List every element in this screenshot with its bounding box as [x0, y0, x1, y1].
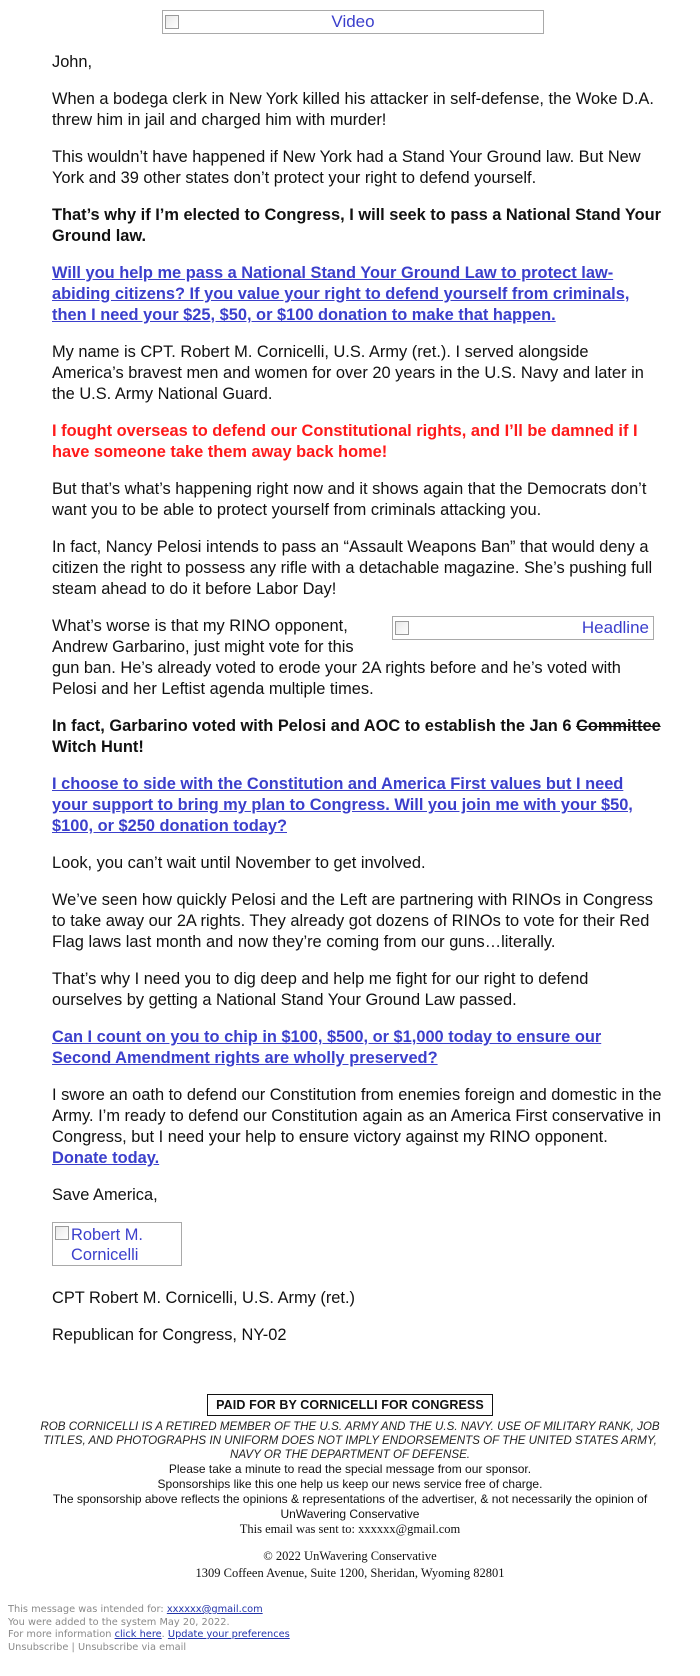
greeting: John, [52, 53, 93, 71]
signature-alt-text: Robert M. Cornicelli [71, 1226, 143, 1264]
intended-for-line [8, 1604, 688, 1617]
intended-for-label: This message was intended for: [8, 1604, 167, 1615]
donate-link-50-100-250[interactable]: I choose to side with the Constitution and America First values but I need your support to bring my plan to Congress. Will you join me with your $50, $100, or $250 donation today? [52, 775, 633, 835]
headline-alt-text: Headline [581, 618, 649, 637]
sponsor-line-2: Sponsorships like this one help us keep our news service free of charge. [157, 1477, 543, 1491]
paragraph-oath [52, 1085, 662, 1169]
paragraph-jan6 [52, 716, 662, 758]
paragraph-dig-deep: That’s why I need you to dig deep and help me fight for our right to defend ourselves by getting a National Stand Your Ground Law passed. [52, 970, 589, 1009]
sponsor-line-1: Please take a minute to read the special message from our sponsor. [168, 1462, 532, 1476]
video-image-placeholder[interactable] [162, 10, 544, 34]
paragraph-biography: My name is CPT. Robert M. Cornicelli, U.S. Army (ret.). I served alongside America’s bravest men and women for over 20 years in the U.S. Navy and later in the U.S. Army National Guard. [52, 343, 644, 403]
email-body [52, 52, 662, 1362]
more-info-line [8, 1629, 688, 1642]
more-info-separator: . [161, 1629, 168, 1640]
paid-for-notice: PAID FOR BY CORNICELLI FOR CONGRESS [207, 1394, 493, 1416]
jan6-text-b: Witch Hunt! [52, 738, 144, 756]
copyright-block [0, 1548, 700, 1582]
paragraph-fought-overseas: I fought overseas to defend our Constitutional rights, and I’ll be damned if I have someone take them away back home! [52, 422, 638, 461]
donate-link-100-500-1000[interactable]: Can I count on you to chip in $100, $500, or $1,000 today to ensure our Second Amendment rights are wholly preserved? [52, 1028, 602, 1067]
added-line: You were added to the system May 20, 2022. [8, 1616, 230, 1628]
jan6-text-a: In fact, Garbarino voted with Pelosi and AOC to establish the Jan 6 [52, 717, 576, 735]
sent-to-line: This email was sent to: xxxxxx@gmail.com [239, 1522, 461, 1536]
donate-link-25-50-100[interactable]: Will you help me pass a National Stand Your Ground Law to protect law-abiding citizens? If you value your right to defend yourself from criminals, then I need your $25, $50, or $100 donation to make that happen. [52, 264, 630, 324]
paragraph-congress-pledge: That’s why if I’m elected to Congress, I will seek to pass a National Stand Your Ground law. [52, 206, 662, 245]
sponsor-notice [20, 1462, 680, 1537]
broken-image-icon [55, 1226, 69, 1240]
paragraph-rino-opponent [52, 616, 662, 700]
headline-image-placeholder[interactable] [392, 616, 654, 640]
more-info-label: For more information [8, 1629, 115, 1640]
jan6-strikethrough: Committee [576, 717, 661, 735]
subscription-meta [8, 1604, 688, 1654]
signature-image-placeholder [52, 1222, 182, 1266]
donate-today-link[interactable]: Donate today. [52, 1149, 160, 1167]
unsubscribe-separator: | [68, 1641, 78, 1653]
click-here-link[interactable]: click here [114, 1629, 162, 1640]
paragraph-assault-weapons-ban: In fact, Nancy Pelosi intends to pass an “Assault Weapons Ban” that would deny a citizen the right to possess any rifle with a detachable magazine. She’s pushing full steam ahead to do it before Labor Day! [52, 538, 653, 598]
oath-text: I swore an oath to defend our Constitution from enemies foreign and domestic in the Army. I’m ready to defend our Constitution again as an America First conservative in Congress, but I need your help to ensure victory against my RINO opponent. [52, 1086, 662, 1146]
signature-title: Republican for Congress, NY-02 [52, 1326, 287, 1344]
broken-image-icon [395, 621, 409, 635]
broken-image-icon [165, 15, 179, 29]
update-preferences-link[interactable]: Update your preferences [167, 1629, 290, 1640]
unsubscribe-line [8, 1642, 688, 1655]
rino-opponent-text: What’s worse is that my RINO opponent, Andrew Garbarino, just might vote for this gun ban. He’s already voted to erode your 2A rights before and he’s voted with Pelosi and her Leftist agenda multiple times. [52, 617, 621, 698]
paragraph-bodega: When a bodega clerk in New York killed his attacker in self-defense, the Woke D.A. threw him in jail and charged him with murder! [52, 90, 654, 129]
paragraph-november: Look, you can’t wait until November to get involved. [52, 854, 426, 872]
paragraph-stand-your-ground: This wouldn’t have happened if New York had a Stand Your Ground law. But New York and 39 other states don’t protect your right to defend yourself. [52, 148, 641, 187]
sponsor-line-3: The sponsorship above reflects the opinions & representations of the advertiser, & not necessarily the opinion of UnWavering Conservative [52, 1492, 648, 1521]
signature-name: CPT Robert M. Cornicelli, U.S. Army (ret.) [52, 1289, 355, 1307]
unsubscribe-email-link[interactable]: Unsubscribe via email [77, 1641, 187, 1653]
paid-for-wrapper [0, 1394, 700, 1416]
mailing-address: 1309 Coffeen Avenue, Suite 1200, Sheridan, Wyoming 82801 [195, 1566, 505, 1580]
intended-email-link[interactable]: xxxxxx@gmail.com [166, 1604, 263, 1615]
paragraph-red-flag: We’ve seen how quickly Pelosi and the Left are partnering with RINOs in Congress to take away our 2A rights. They already got dozens of RINOs to vote for their Red Flag laws last month and now they’re coming from our guns…literally. [52, 891, 653, 951]
unsubscribe-link[interactable]: Unsubscribe [8, 1641, 69, 1653]
closing: Save America, [52, 1186, 158, 1204]
military-disclaimer: ROB CORNICELLI IS A RETIRED MEMBER OF THE U.S. ARMY AND THE U.S. NAVY. USE OF MILITARY RANK, JOB TITLES, AND PHOTOGRAPHS IN UNIFORM DOES NOT IMPLY ENDORSEMENTS OF THE UNITED STATES ARMY, NAVY OR THE DEPARTMENT OF DEFENSE. [40, 1420, 660, 1461]
video-alt-text: Video [331, 12, 375, 31]
paragraph-democrats: But that’s what’s happening right now and it shows again that the Democrats don’t want you to be able to protect yourself from criminals attacking you. [52, 480, 647, 519]
copyright-text: © 2022 UnWavering Conservative [263, 1549, 437, 1563]
